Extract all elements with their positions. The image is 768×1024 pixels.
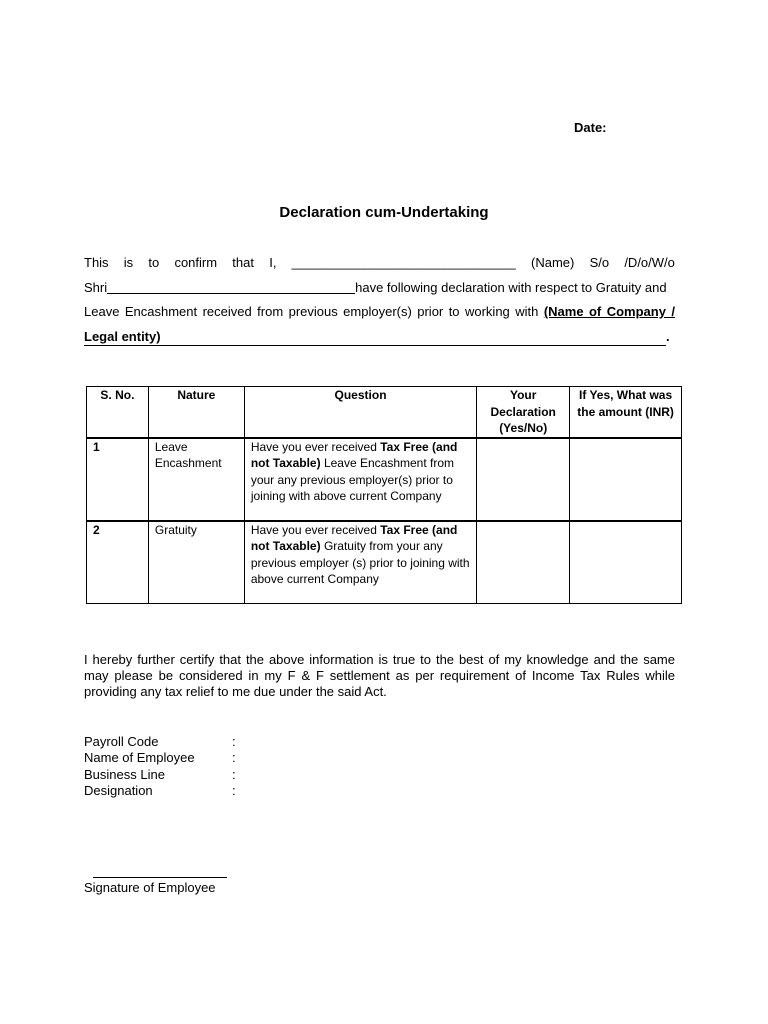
header-amount: If Yes, What was the amount (INR) [570, 387, 682, 438]
employee-fields [84, 734, 236, 799]
payroll-code-label: Payroll Code [84, 734, 159, 749]
declaration-input-cell[interactable] [477, 521, 570, 604]
table-header-row [87, 387, 682, 438]
word: that [232, 255, 254, 270]
question-text: Have you ever received [250, 439, 381, 454]
declaration-line-3 [84, 304, 675, 320]
field-row [84, 734, 236, 750]
certification-paragraph: I hereby further certify that the above information is true to the best of my knowledge and the same may please be considered in my F & F settlement as per requirement of Income Tax Rules while providing any tax relief to me due under the said Act. [84, 652, 675, 699]
header-nature: Nature [148, 387, 244, 438]
line2-text: have following declaration with respect to Gratuity and [355, 280, 667, 295]
header-your-declaration: Your Declaration (Yes/No) [477, 387, 570, 438]
signature-line[interactable] [93, 876, 227, 878]
declaration-line-1 [84, 255, 675, 271]
question-text: Gratuity from your any previous employer (s) prior to joining with above current Company [250, 539, 470, 586]
question-text: Leave Encashment from your any previous employer(s) prior to joining with above current Company [250, 456, 455, 503]
table-row [87, 521, 682, 604]
business-line-label: Business Line [84, 766, 165, 782]
field-row [84, 750, 236, 766]
field-row [84, 783, 236, 799]
declaration-table [86, 386, 682, 604]
row-nature: Leave Encashment [148, 438, 244, 521]
shri-label: Shri [84, 280, 108, 295]
field-row [84, 767, 236, 783]
row-sno: 1 [87, 438, 149, 521]
field-separator: : [232, 782, 236, 798]
field-separator: : [232, 750, 236, 766]
word: to [148, 255, 160, 270]
question-bold: Tax Free (and not Taxable) [250, 522, 458, 553]
line3-text: Leave Encashment received from previous employer(s) prior to working with [84, 304, 539, 319]
amount-input-cell[interactable] [570, 438, 682, 521]
line4-period: . [666, 329, 670, 344]
employee-name-label: Name of Employee [84, 750, 195, 766]
word: (Name) [531, 255, 575, 270]
legal-entity-label: Legal entity) [84, 329, 161, 344]
word: S/o [589, 255, 610, 270]
header-sno: S. No. [87, 387, 149, 438]
word: confirm [174, 255, 218, 270]
declaration-line-4 [84, 329, 675, 346]
field-separator: : [232, 766, 236, 782]
row-question [244, 438, 476, 521]
row-sno: 2 [87, 521, 149, 604]
amount-input-cell[interactable] [570, 521, 682, 604]
signature-label: Signature of Employee [84, 880, 216, 895]
declaration-input-cell[interactable] [477, 438, 570, 521]
company-name-label: (Name of Company / [543, 304, 675, 319]
word: I, [269, 255, 277, 270]
field-separator: : [232, 734, 236, 749]
row-nature: Gratuity [148, 521, 244, 604]
document-title: Declaration cum-Undertaking [279, 204, 489, 221]
question-bold: Tax Free (and not Taxable) [250, 439, 458, 470]
table-row [87, 438, 682, 521]
declaration-line-2 [84, 280, 675, 296]
legal-entity-line [84, 329, 666, 346]
father-name-blank [107, 280, 355, 294]
word: /D/o/W/o [624, 255, 675, 270]
question-text: Have you ever received [250, 522, 381, 537]
header-question: Question [244, 387, 476, 438]
word: is [123, 255, 134, 270]
word: This [84, 255, 109, 270]
row-question [244, 521, 476, 604]
date-label: Date: [574, 120, 607, 135]
designation-label: Designation [84, 782, 153, 798]
name-blank: _______________________________ [291, 255, 516, 270]
